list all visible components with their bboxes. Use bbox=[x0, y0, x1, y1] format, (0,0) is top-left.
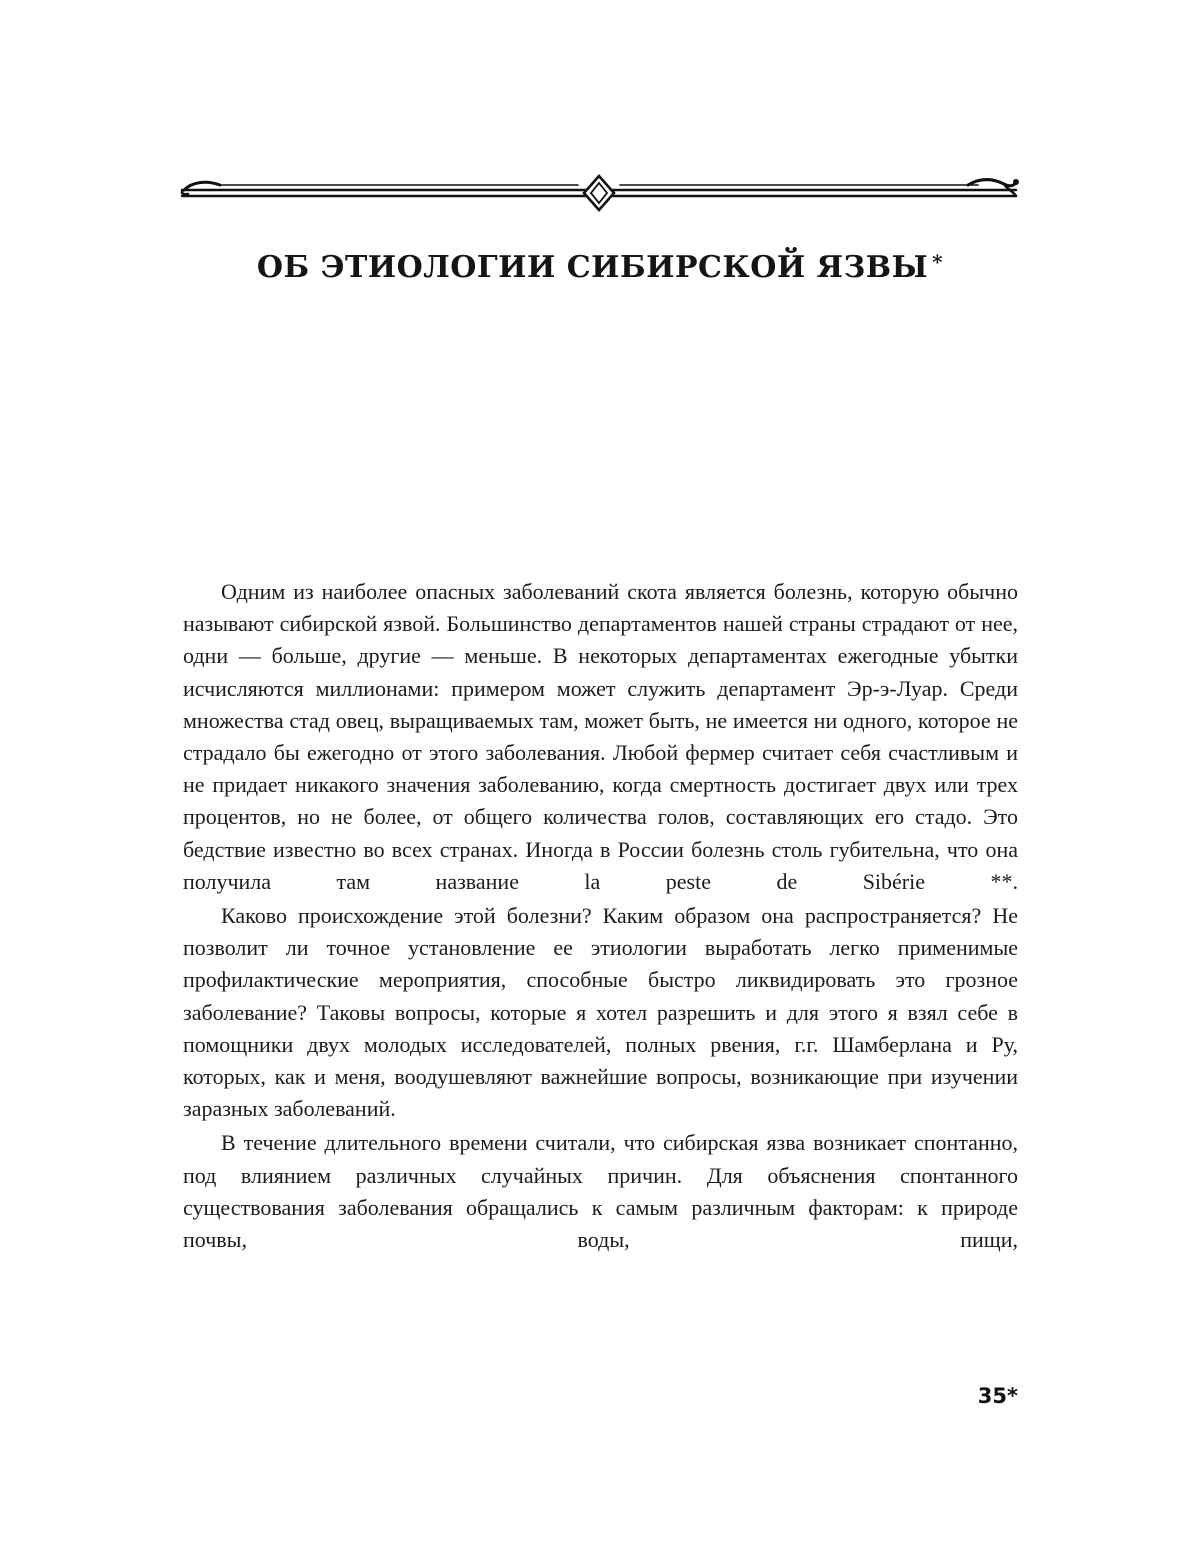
paragraph-2: Каково происхождение этой болезни? Каким образом она распространяется? Не позволит ли точное установление ее этиологии выработать легко применимые профилактические мероприятия, способные быстро ликвидировать это грозное заболевание? Таковы вопросы, которые я хотел разрешить и для этого я взял себе в помощники двух молодых исследователей, полных рвения, г.г. Шамберлана и Ру, которых, как и меня, воодушевляют важнейшие вопросы, возникающие при изучении заразных заболеваний. bbox=[183, 900, 1018, 1125]
chapter-title-text: ОБ ЭТИОЛОГИИ СИБИРСКОЙ ЯЗВЫ bbox=[257, 250, 928, 285]
decorative-rule-ornament bbox=[178, 170, 1020, 214]
page-number: 35* bbox=[952, 1384, 1018, 1408]
body-text bbox=[183, 576, 1018, 1256]
chapter-title bbox=[180, 250, 1020, 285]
paragraph-3: В течение длительного времени считали, что сибирская язва возникает спонтанно, под влиянием различных случайных причин. Для объяснения спонтанного существования заболевания обращались к самым различным факторам: к природе почвы, воды, пищи, bbox=[183, 1127, 1018, 1256]
title-footnote-mark: * bbox=[932, 250, 943, 274]
paragraph-1: Одним из наиболее опасных заболеваний скота является болезнь, которую обычно называют сибирской язвой. Большинство департаментов нашей страны страдают от нее, одни — больше, другие — меньше. В некоторых департаментах ежегодные убытки исчисляются миллионами: примером может служить департамент Эр-э-Луар. Среди множества стад овец, выращиваемых там, может быть, не имеется ни одного, которое не страдало бы ежегодно от этого заболевания. Любой фермер считает себя счастливым и не придает никакого значения заболеванию, когда смертность достигает двух или трех процентов, но не более, от общего количества голов, составляющих его стадо. Это бедствие известно во всех странах. Иногда в России болезнь столь губительна, что она получила там название la peste de Sibérie **. bbox=[183, 576, 1018, 898]
